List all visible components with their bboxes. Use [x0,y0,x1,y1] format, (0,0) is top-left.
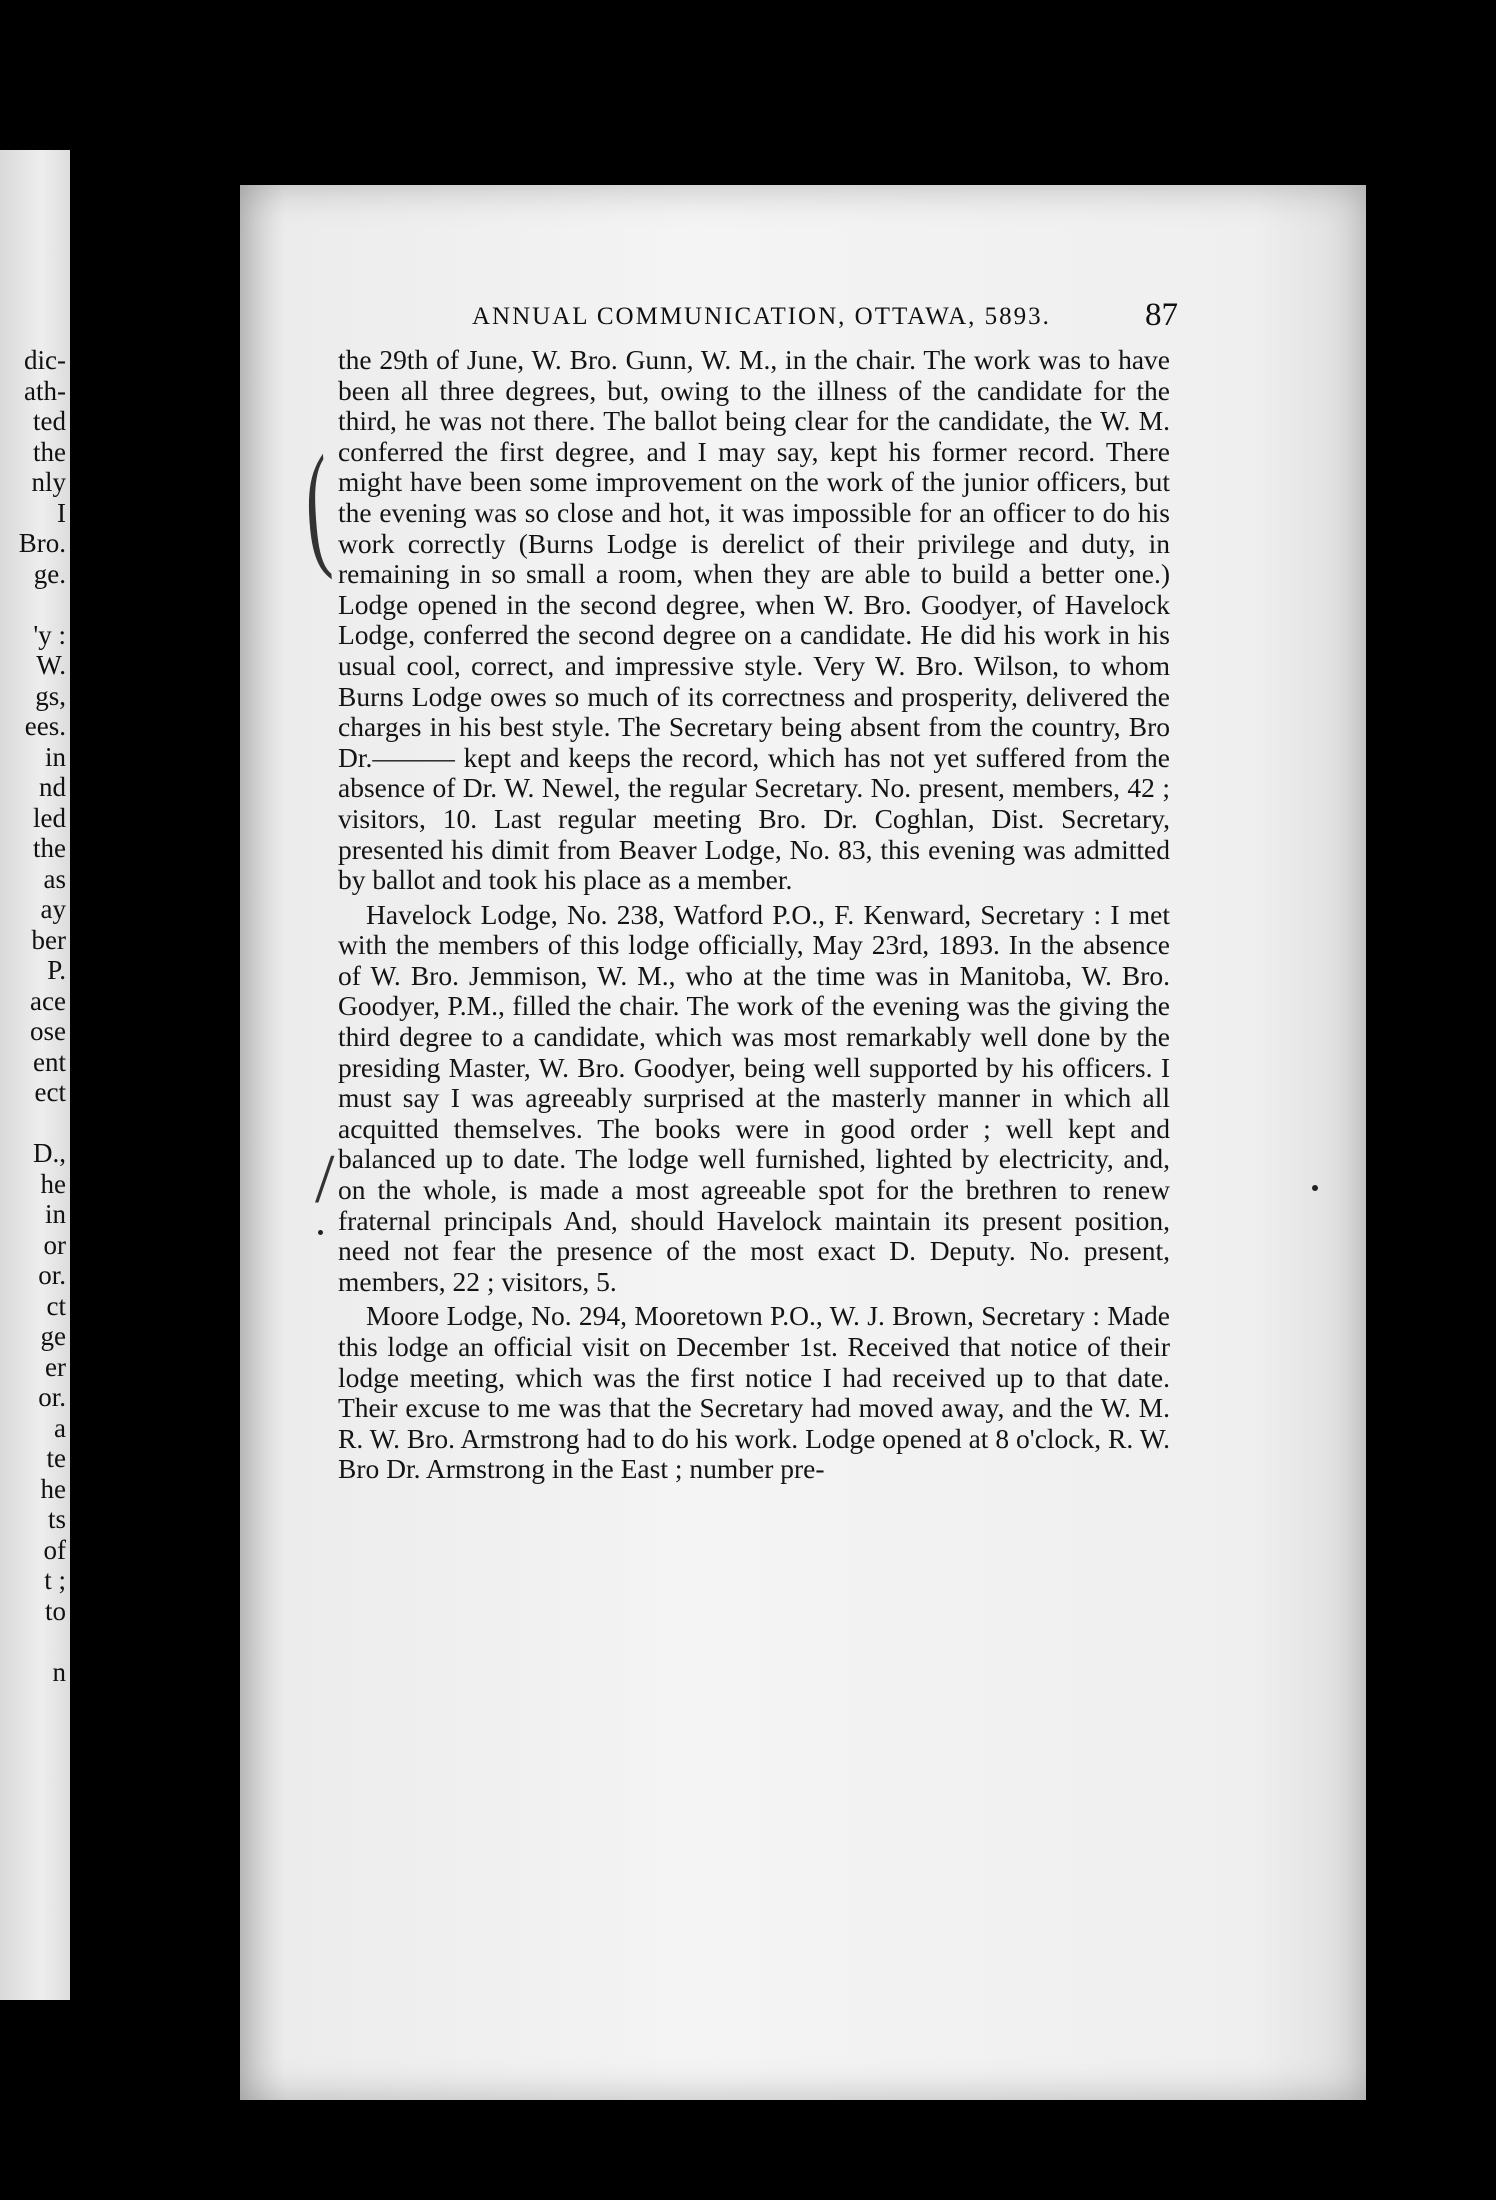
facing-page-edge [0,150,70,2000]
facing-page-fragment: W. [36,650,66,680]
facing-page-fragment: ees. [24,711,66,741]
facing-page-fragment: 'y : [33,619,66,650]
facing-page-fragment: to [44,1595,66,1626]
facing-page-fragment: of [43,1534,66,1565]
facing-page-fragment: er [45,1351,66,1382]
ink-speck [1312,1185,1318,1191]
paragraph-havelock-lodge: Havelock Lodge, No. 238, Watford P.O., F. Kenward, Secretary : I met with the members of this lodge officially, May 23rd, 1893. In the absence of W. Bro. Jemmison, W. M., who at the time was in Manitoba, W. Bro. Goodyer, P.M., filled the chair. The work of the evening was the giving the third degree to a candidate, which was most remarkably well done by the presiding Master, W. Bro. Goodyer, being well supported by his officers. I must say I was agreeably surprised at the masterly manner in which all acquitted themselves. The books were in good order ; well kept and balanced up to date. The lodge well furnished, lighted by electricity, and, on the whole, is made a most agreeable spot for the brethren to renew fraternal principals And, should Havelock maintain its present position, need not fear the presence of the most exact D. Deputy. No. present, members, 22 ; visitors, 5. [338,898,1170,1297]
facing-page-fragment: or. [38,1382,66,1412]
facing-page-fragment: te [46,1443,66,1473]
page-number: 87 [1145,297,1178,333]
facing-page-fragment: t ; [44,1565,66,1595]
facing-page-fragment: ose [30,1016,66,1046]
handwritten-bracket-mark: ( [300,426,335,587]
paragraph-burns-lodge: the 29th of June, W. Bro. Gunn, W. M., in the chair. The work was to have been all three degrees, but, owing to the illness of the candidate for the third, he was not there. The ballot being clear for the candidate, the W. M. conferred the first degree, and I may say, kept his former record. There might have been some improvement on the work of the junior officers, but the evening was so close and hot, it was impossible for an officer to do his work correctly (Burns Lodge is derelict of their privilege and duty, in remaining in so small a room, when they are able to build a better one.) Lodge opened in the second degree, when W. Bro. Goodyer, of Havelock Lodge, conferred the second degree on a candidate. He did his work in his usual cool, correct, and impressive style. Very W. Bro. Wilson, to whom Burns Lodge owes so much of its correctness and prosperity, delivered the charges in his best style. The Secretary being absent from the country, Bro Dr.——— kept and keeps the record, which has not yet suffered from the absence of Dr. W. Newel, the regular Secretary. No. present, members, 42 ; visitors, 10. Last regular meeting Bro. Dr. Coghlan, Dist. Secretary, presented his dimit from Beaver Lodge, No. 83, this evening was admitted by ballot and took his place as a member. [338,344,1170,896]
page-body [338,345,1170,1489]
book-page [240,185,1366,2100]
facing-page-fragment: ge [40,1321,66,1351]
facing-page-fragment: ge. [33,558,66,589]
facing-page-fragment: gs, [35,680,66,711]
facing-page-fragment: n [52,1656,66,1687]
facing-page-fragment: ath- [24,375,66,406]
handwritten-slash-mark: / [315,1141,335,1218]
facing-page-fragment: Bro. [18,528,66,558]
facing-page-fragment: in [44,1199,66,1229]
facing-page-fragment: nly [31,467,66,497]
facing-page-fragment: ted [33,406,66,436]
facing-page-fragment: the [33,436,66,467]
facing-page-fragment: or [43,1229,66,1260]
facing-page-fragment: ts [47,1504,66,1534]
book-gutter [70,0,240,2200]
facing-page-fragment: he [40,1473,66,1504]
facing-page-fragment: ent [33,1046,66,1077]
facing-page-fragment: the [33,833,66,863]
facing-page-fragment [0,1626,66,1657]
ink-speck [318,1230,323,1235]
facing-page-fragment: in [44,741,66,772]
facing-page-fragment: ct [46,1290,66,1321]
running-head: ANNUAL COMMUNICATION, OTTAWA, 5893. [472,303,1051,330]
facing-page-fragment: ace [30,985,66,1016]
facing-page-fragment: I [57,497,66,528]
paragraph-moore-lodge: Moore Lodge, No. 294, Mooretown P.O., W. J. Brown, Secretary : Made this lodge an official visit on December 1st. Received that notice of their lodge meeting, which was the first notice I had received up to that date. Their excuse to me was that the Secretary had moved away, and the W. M. R. W. Bro. Armstrong had to do his work. Lodge opened at 8 o'clock, R. W. Bro Dr. Armstrong in the East ; number pre- [338,1300,1170,1485]
facing-page-fragment: ay [40,894,66,924]
facing-page-fragment: nd [39,772,66,802]
facing-page-fragment: he [40,1168,66,1199]
facing-page-fragment: led [33,802,66,833]
facing-page-fragment: ect [34,1077,66,1107]
facing-page-fragment: D., [33,1138,66,1168]
facing-page-fragment [0,1108,66,1139]
facing-page-fragment: a [54,1412,66,1443]
facing-page-fragment: ber [31,924,66,955]
facing-page-fragment [0,589,66,620]
facing-page-fragment: dic- [24,345,66,375]
facing-page-fragment: as [43,863,66,894]
facing-page-text-fragments [0,345,70,1687]
facing-page-fragment: or. [38,1260,66,1290]
facing-page-fragment: P. [47,955,66,985]
